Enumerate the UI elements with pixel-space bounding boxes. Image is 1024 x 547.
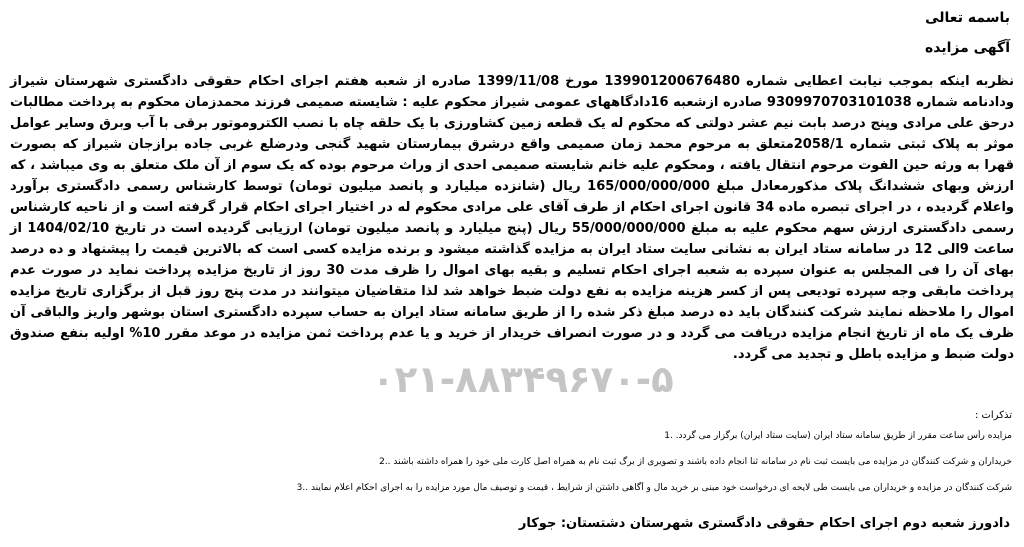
notice-body-paragraph: نظربه اینکه بموجب نیابت اعطایی شماره 139901200676480 مورخ 1399/11/08 صادره از شعبه هفتم اجرای احکام حقوقی دادگستری شهرستان شیراز ودادنامه شماره 9309970703101038 صادره ازشعبه 16دادگاههای عمومی شیراز محکوم علیه : شایسته صمیمی فرزند محمدزمان محکوم به پرداخت مطالبات درحق علی مرادی وپنج درصد بابت نیم عشر دولتی که محکوم له یک قطعه زمین کشاورزی با یک حلقه چاه با نصب الکتروموتور برقی با آب وبرق وسایر عوامل موثر به پلاک ثبتی شماره 2058/1متعلق به مرحوم محمد زمان صمیمی واقع درشرق بیمارستان شهید گنجی ودرضلع غربی جاده برازجان شیراز که بصورت قهرا به ورثه حین الفوت مرحوم انتقال یافته ، ومحکوم علیه خانم شایسته صمیمی احدی از وراث مرحوم بوده که یک سوم از آن ملک متعلق به وی میباشد ، که ارزش وبهای ششدانگ پلاک مذکورمعادل مبلغ 165/000/000/000 ریال (شانزده میلیارد و پانصد میلیون تومان) توسط کارشناس رسمی دادگستری برآورد واعلام گردیده ، در اجرای تبصره ماده 34 قانون اجرای احکام از طرف آقای علی مرادی محکوم له در اختیار اجرای احکام قرار گرفته است و از ناحیه کارشناس رسمی دادگستری ارزش سهم محکوم علیه به مبلغ 55/000/000/000 ریال (پنج میلیارد و پانصد میلیون تومان) ارزیابی گردیده است در تاریخ 1404/02/10 از ساعت 9الی 12 در سامانه ستاد ایران به نشانی سایت ستاد ایران به مزایده گذاشته میشود و برنده مزایده کسی است که بالاترین قیمت را پیشنهاد و ده درصد بهای آن را فی المجلس به عنوان سپرده به شعبه اجرای احکام تسلیم و بقیه بهای اموال را ظرف مدت 30 روز از تاریخ مزایده پرداخت نماید در صورت عدم پرداخت مابقی وجه سپرده تودیعی پس از کسر هزینه مزایده به نفع دولت ضبط خواهد شد لذا متقاضیان میتوانند در مدت پنج روز قبل از برگزاری تاریخ مزایده اموال را ملاحظه نمایند شرکت کنندگان باید ده درصد مبلغ ذکر شده را از طریق سامانه ستاد ایران به حساب سپرده دادگستری استان بوشهر واریز والباقی آن ظرف یک ماه از تاریخ انجام مزایده دریافت می گردد و در صورت انصراف خریدار از خرید و یا عدم پرداخت ثمن مزایده در موعد مقرر 10% اولیه بنفع صندوق دولت ضبط و مزایده باطل و تجدید می گردد. xyxy=(10,74,1015,362)
note-item: خریداران و شرکت کنندگان در مزایده می بایست ثبت نام در سامانه ثنا انجام داده باشند و تصویری از برگ ثبت نام به همراه اصل کارت ملی خود را همراه داشته باشند ..2 xyxy=(379,457,1012,467)
heading-auction-notice: آگهی مزایده xyxy=(924,40,1010,56)
note-item: مزایده رأس ساعت مقرر از طریق سامانه ستاد ایران (سایت ستاد ایران) برگزار می گردد. .1 xyxy=(664,431,1012,441)
signature-line: دادورز شعبه دوم اجرای احکام حقوقی دادگستری شهرستان دشتستان: جوکار xyxy=(518,516,1010,531)
note-item: شرکت کنندگان در مزایده و خریداران می بایست طی لایحه ای درخواست خود مبنی بر خرید مال و آگاهی داشتن از شرایط ، قیمت و توصیف مال مورد مزایده را به اجرای احکام اعلام نمایند ..3 xyxy=(296,483,1012,493)
notes-title: تذکرات : xyxy=(974,410,1012,421)
phone-watermark: ۰۲۱-۸۸۳۴۹۶۷۰-۵ xyxy=(372,358,674,401)
notes-list xyxy=(12,430,1012,508)
heading-invocation: باسمه تعالی xyxy=(925,10,1010,26)
